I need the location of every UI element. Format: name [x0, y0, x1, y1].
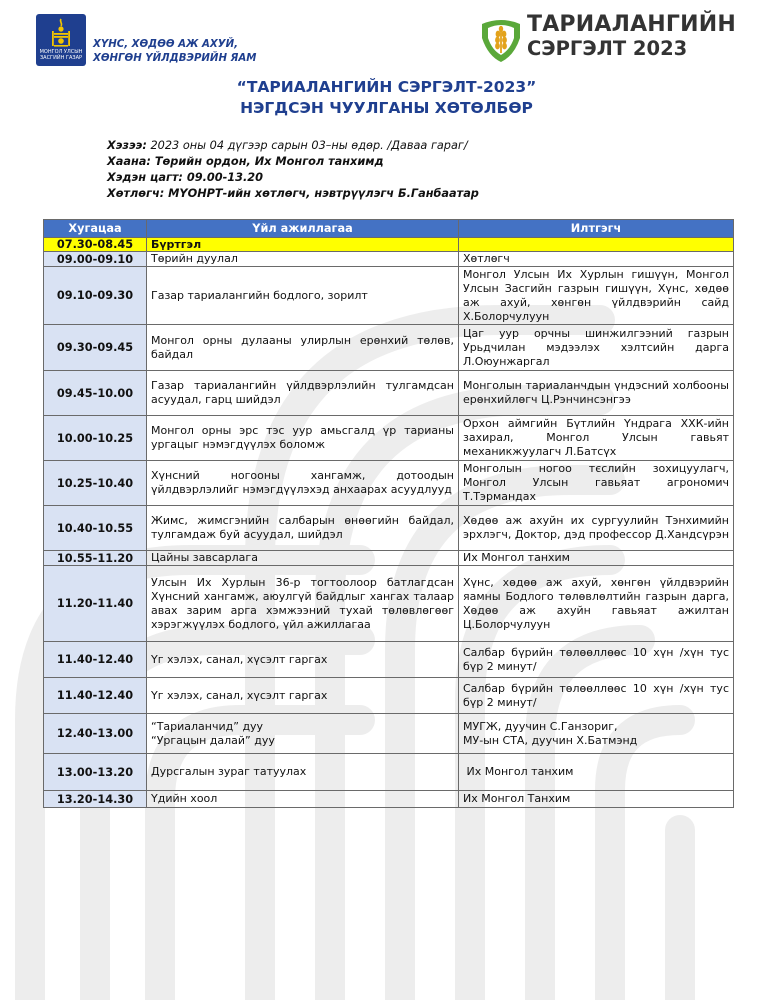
table-row — [44, 461, 734, 506]
table-header-row — [44, 220, 734, 238]
row-presenter: Салбар бүрийн төлөөллөөс 10 хүн /хүн тус бүр 2 минут/ — [459, 642, 734, 678]
row-activity: Бүртгэл — [147, 238, 459, 252]
event-logo-text — [527, 12, 767, 60]
row-presenter: Цаг уур орчны шинжилгээний газрын Урьдчилан мэдээлэх хэлтсийн дарга Л.Оюунжаргал — [459, 325, 734, 371]
document-title — [0, 77, 773, 119]
column-header-presenter: Илтгэгч — [459, 220, 734, 238]
document-title-line1: “ТАРИАЛАНГИЙН СЭРГЭЛТ-2023” — [236, 78, 537, 96]
row-activity: Улсын Их Хурлын 36-р тогтоолоор батлагдсан Хүнсний хангамж, аюулгүй байдлыг хангах талаар авах зарим арга хэмжээний тухай төлөвлөгөөг хэрэгжүүлэх бодлого, үйл ажиллагаа — [147, 566, 459, 642]
government-logo-line2: ЗАСГИЙН ГАЗАР — [39, 55, 83, 61]
table-row — [44, 551, 734, 566]
row-activity: Газар тариалангийн бодлого, зорилт — [147, 267, 459, 325]
government-emblem-logo — [36, 14, 86, 66]
row-presenter: Монголын тариаланчдын үндэсний холбооны ерөнхийлөгч Ц.Рэнчинсэнгээ — [459, 371, 734, 416]
detail-date — [107, 138, 707, 154]
row-activity: Төрийн дуулал — [147, 252, 459, 267]
event-details — [107, 138, 707, 202]
row-presenter: Салбар бүрийн төлөөллөөс 10 хүн /хүн тус бүр 2 минут/ — [459, 678, 734, 714]
detail-time — [107, 170, 707, 186]
row-activity: Монгол орны дулааны улирлын ерөнхий төлөв, байдал — [147, 325, 459, 371]
column-header-activity: Үйл ажиллагаа — [147, 220, 459, 238]
row-time: 07.30-08.45 — [44, 238, 147, 252]
detail-place — [107, 154, 707, 170]
row-activity: “Тариаланчид” дуу “Ургацын далай” дуу — [147, 714, 459, 754]
document-title-line2: НЭГДСЭН ЧУУЛГАНЫ ХӨТӨЛБӨР — [240, 99, 533, 117]
ministry-name-line1: ХҮНС, ХӨДӨӨ АЖ АХУЙ, — [93, 39, 238, 50]
table-row — [44, 506, 734, 551]
row-presenter: Хөтлөгч — [459, 252, 734, 267]
row-presenter: Их Монгол танхим — [459, 754, 734, 791]
table-row — [44, 325, 734, 371]
table-row — [44, 791, 734, 808]
row-time: 09.10-09.30 — [44, 267, 147, 325]
row-presenter: Их Монгол танхим — [459, 551, 734, 566]
detail-host-value: МҮОНРТ-ийн хөтлөгч, нэвтрүүлэгч Б.Ганбаатар — [164, 187, 479, 200]
row-activity: Үг хэлэх, санал, хүсэлт гаргах — [147, 642, 459, 678]
row-presenter: Хөдөө аж ахуйн их сургуулийн Тэнхимийн эрхлэгч, Доктор, дэд профессор Д.Хандсүрэн — [459, 506, 734, 551]
row-time: 13.20-14.30 — [44, 791, 147, 808]
row-time: 11.40-12.40 — [44, 678, 147, 714]
table-row — [44, 416, 734, 461]
ministry-name-line2: ХӨНГӨН ҮЙЛДВЭРИЙН ЯАМ — [93, 53, 257, 64]
table-row-registration — [44, 238, 734, 252]
row-activity: Үг хэлэх, санал, хүсэлт гаргах — [147, 678, 459, 714]
table-row — [44, 371, 734, 416]
schedule-table — [43, 219, 734, 808]
row-activity: Газар тариалангийн үйлдвэрлэлийн тулгамдсан асуудал, гарц шийдэл — [147, 371, 459, 416]
row-presenter — [459, 238, 734, 252]
row-presenter: МУГЖ, дуучин С.Ганзориг, МУ-ын СТА, дуучин Х.Батмэнд — [459, 714, 734, 754]
table-row — [44, 267, 734, 325]
table-row — [44, 754, 734, 791]
row-time: 10.40-10.55 — [44, 506, 147, 551]
row-activity: Цайны завсарлага — [147, 551, 459, 566]
table-row — [44, 252, 734, 267]
table-row — [44, 566, 734, 642]
row-time: 10.00-10.25 — [44, 416, 147, 461]
soyombo-icon — [51, 18, 71, 48]
row-time: 10.55-11.20 — [44, 551, 147, 566]
row-presenter: Орхон аймгийн Бүтлийн Үндрага ХХК-ийн захирал, Монгол Улсын гавьят механикжуулагч Л.Батсүх — [459, 416, 734, 461]
row-time: 09.30-09.45 — [44, 325, 147, 371]
wheat-logo-icon — [480, 18, 522, 62]
detail-time-label: Хэдэн цагт: — [107, 171, 183, 184]
row-time: 11.20-11.40 — [44, 566, 147, 642]
table-row — [44, 642, 734, 678]
event-logo-line2: СЭРГЭЛТ 2023 — [527, 37, 688, 60]
ministry-name — [93, 38, 283, 66]
row-time: 09.00-09.10 — [44, 252, 147, 267]
detail-date-label: Хэзээ: — [107, 139, 147, 152]
detail-date-value: 2023 оны 04 дүгээр сарын 03–ны өдөр. /Даваа гараг/ — [146, 139, 468, 152]
row-activity: Хүнсний ногооны хангамж, дотоодын үйлдвэрлэлийг нэмэгдүүлэхэд анхаарах асуудлууд — [147, 461, 459, 506]
row-time: 13.00-13.20 — [44, 754, 147, 791]
row-presenter: Монгол Улсын Их Хурлын гишүүн, Монгол Улсын Засгийн газрын гишүүн, Хүнс, хөдөө аж ахуй, хөнгөн үйлдвэрийн сайд Х.Болорчулуун — [459, 267, 734, 325]
government-logo-text — [36, 49, 86, 61]
table-row — [44, 678, 734, 714]
detail-place-value: Төрийн ордон, Их Монгол танхимд — [150, 155, 384, 168]
row-presenter: Хүнс, хөдөө аж ахуй, хөнгөн үйлдвэрийн яамны Бодлого төлөвлөлтийн газрын дарга, Хөдөө аж ахуйн гавьяат ажилтан Ц.Болорчулуун — [459, 566, 734, 642]
row-time: 12.40-13.00 — [44, 714, 147, 754]
detail-host — [107, 186, 707, 202]
detail-host-label: Хөтлөгч: — [107, 187, 165, 200]
row-activity: Монгол орны эрс тэс уур амьсгалд үр тарианы ургацыг нэмэгдүүлэх боломж — [147, 416, 459, 461]
row-activity: Жимс, жимсгэнийн салбарын өнөөгийн байдал, тулгамдаж буй асуудал, шийдэл — [147, 506, 459, 551]
row-time: 10.25-10.40 — [44, 461, 147, 506]
table-row — [44, 714, 734, 754]
government-logo-line1: МОНГОЛ УЛСЫН — [39, 49, 83, 55]
row-time: 09.45-10.00 — [44, 371, 147, 416]
detail-time-value: 09.00-13.20 — [182, 171, 264, 184]
row-activity: Үдийн хоол — [147, 791, 459, 808]
event-logo-line1: ТАРИАЛАНГИЙН — [527, 12, 736, 37]
detail-place-label: Хаана: — [107, 155, 151, 168]
row-presenter: Их Монгол Танхим — [459, 791, 734, 808]
row-time: 11.40-12.40 — [44, 642, 147, 678]
column-header-time: Хугацаа — [44, 220, 147, 238]
row-activity: Дурсгалын зураг татуулах — [147, 754, 459, 791]
row-presenter: Монголын ногоо тєслийн зохицуулагч, Монгол Улсын гавьяат агрономич Т.Тэрмандах — [459, 461, 734, 506]
